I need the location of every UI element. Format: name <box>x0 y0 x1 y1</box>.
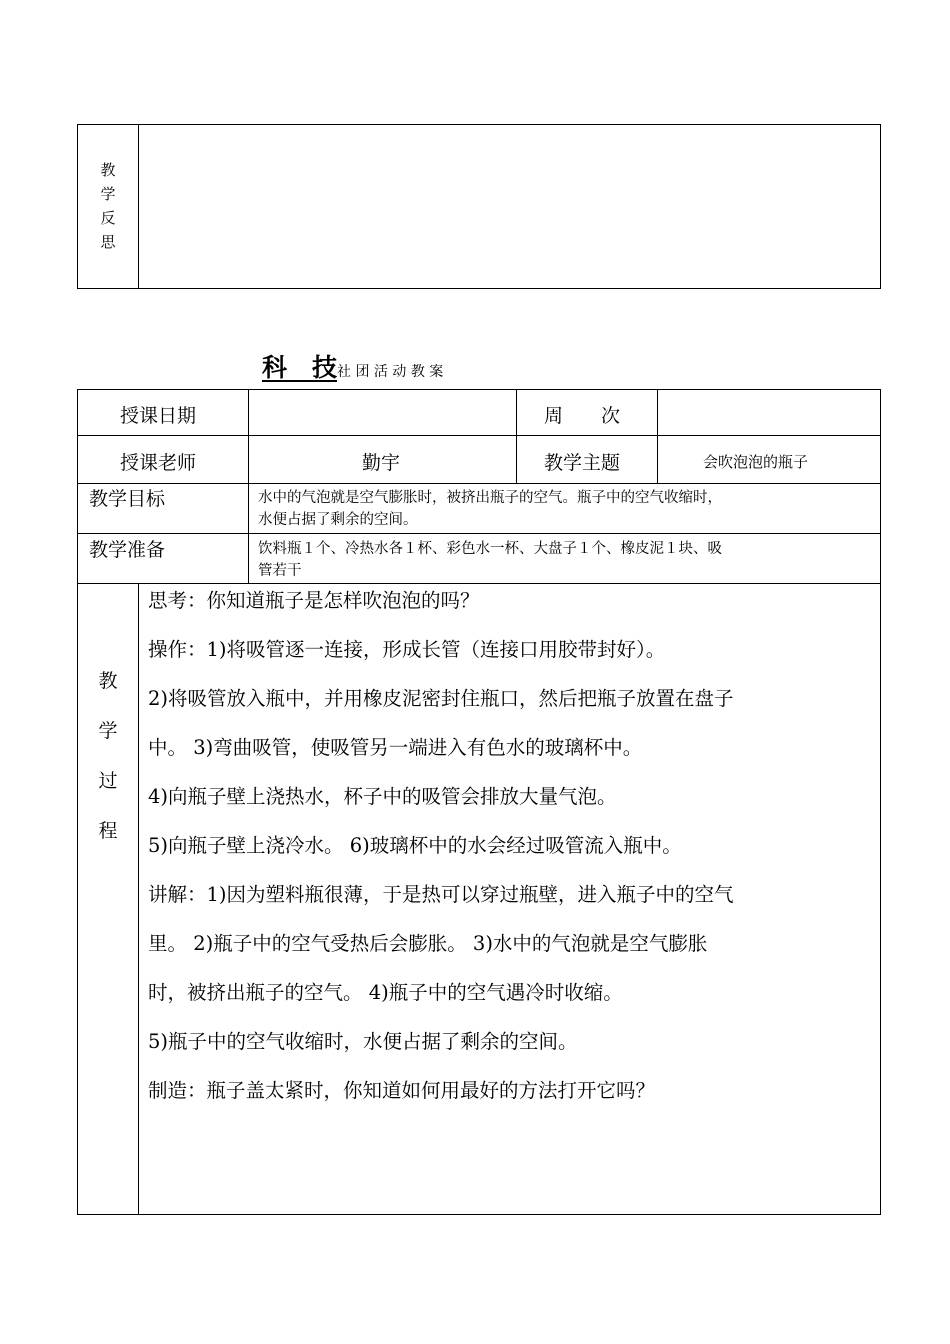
subject-title: 科 技 <box>262 353 338 382</box>
prep-label: 教学准备 <box>89 539 166 561</box>
col-divider <box>516 389 517 484</box>
process-label <box>95 656 121 856</box>
reflection-divider <box>138 124 139 289</box>
process-label-char: 程 <box>98 820 118 842</box>
process-label-char: 教 <box>98 670 118 692</box>
teacher-label: 授课老师 <box>120 452 197 474</box>
reflection-label <box>95 158 121 254</box>
row-divider <box>77 483 881 484</box>
process-label-char: 学 <box>98 720 118 742</box>
date-label: 授课日期 <box>120 405 197 427</box>
page-title <box>262 348 443 384</box>
goal-label: 教学目标 <box>89 488 166 510</box>
process-line: 思考：你知道瓶子是怎样吹泡泡的吗？ <box>148 589 480 612</box>
col-divider <box>248 389 249 583</box>
topic-value: 会吹泡泡的瓶子 <box>703 453 809 471</box>
process-line: 时，被挤出瓶子的空气。 4)瓶子中的空气遇冷时收缩。 <box>148 981 623 1004</box>
process-line: 中。 3)弯曲吸管，使吸管另一端进入有色水的玻璃杯中。 <box>148 736 643 759</box>
process-line: 制造：瓶子盖太紧时，你知道如何用最好的方法打开它吗？ <box>148 1079 656 1102</box>
row-divider <box>77 583 881 584</box>
week-label: 周 次 <box>544 405 621 427</box>
reflection-label-char: 反 <box>100 209 116 227</box>
title-subtitle: 社 团 活 动 教 案 <box>337 364 444 380</box>
process-line: 4)向瓶子壁上浇热水，杯子中的吸管会排放大量气泡。 <box>148 785 617 808</box>
process-line: 操作：1)将吸管逐一连接，形成长管（连接口用胶带封好）。 <box>148 638 666 661</box>
process-label-char: 过 <box>98 770 118 792</box>
row-divider <box>77 435 881 436</box>
row-divider <box>77 533 881 534</box>
process-line: 讲解：1)因为塑料瓶很薄，于是热可以穿过瓶壁，进入瓶子中的空气 <box>148 883 734 906</box>
prep-line: 饮料瓶１个、冷热水各１杯、彩色水一杯、大盘子１个、橡皮泥１块、吸 <box>258 541 722 557</box>
topic-label: 教学主题 <box>544 452 621 474</box>
teacher-value: 勤宇 <box>362 452 401 474</box>
goal-line: 水中的气泡就是空气膨胀时，被挤出瓶子的空气。瓶子中的空气收缩时， <box>258 490 722 506</box>
process-line: 5)向瓶子壁上浇冷水。 6)玻璃杯中的水会经过吸管流入瓶中。 <box>148 834 682 857</box>
prep-line: 管若干 <box>258 563 302 579</box>
reflection-label-char: 学 <box>100 185 116 203</box>
reflection-label-char: 思 <box>100 233 116 251</box>
reflection-table <box>77 124 881 289</box>
col-divider <box>138 583 139 1215</box>
goal-line: 水便占据了剩余的空间。 <box>258 512 418 528</box>
col-divider <box>657 389 658 484</box>
process-line: 2)将吸管放入瓶中，并用橡皮泥密封住瓶口，然后把瓶子放置在盘子 <box>148 687 734 710</box>
process-line: 里。 2)瓶子中的空气受热后会膨胀。 3)水中的气泡就是空气膨胀 <box>148 932 708 955</box>
process-line: 5)瓶子中的空气收缩时，水便占据了剩余的空间。 <box>148 1030 578 1053</box>
reflection-label-char: 教 <box>100 161 116 179</box>
